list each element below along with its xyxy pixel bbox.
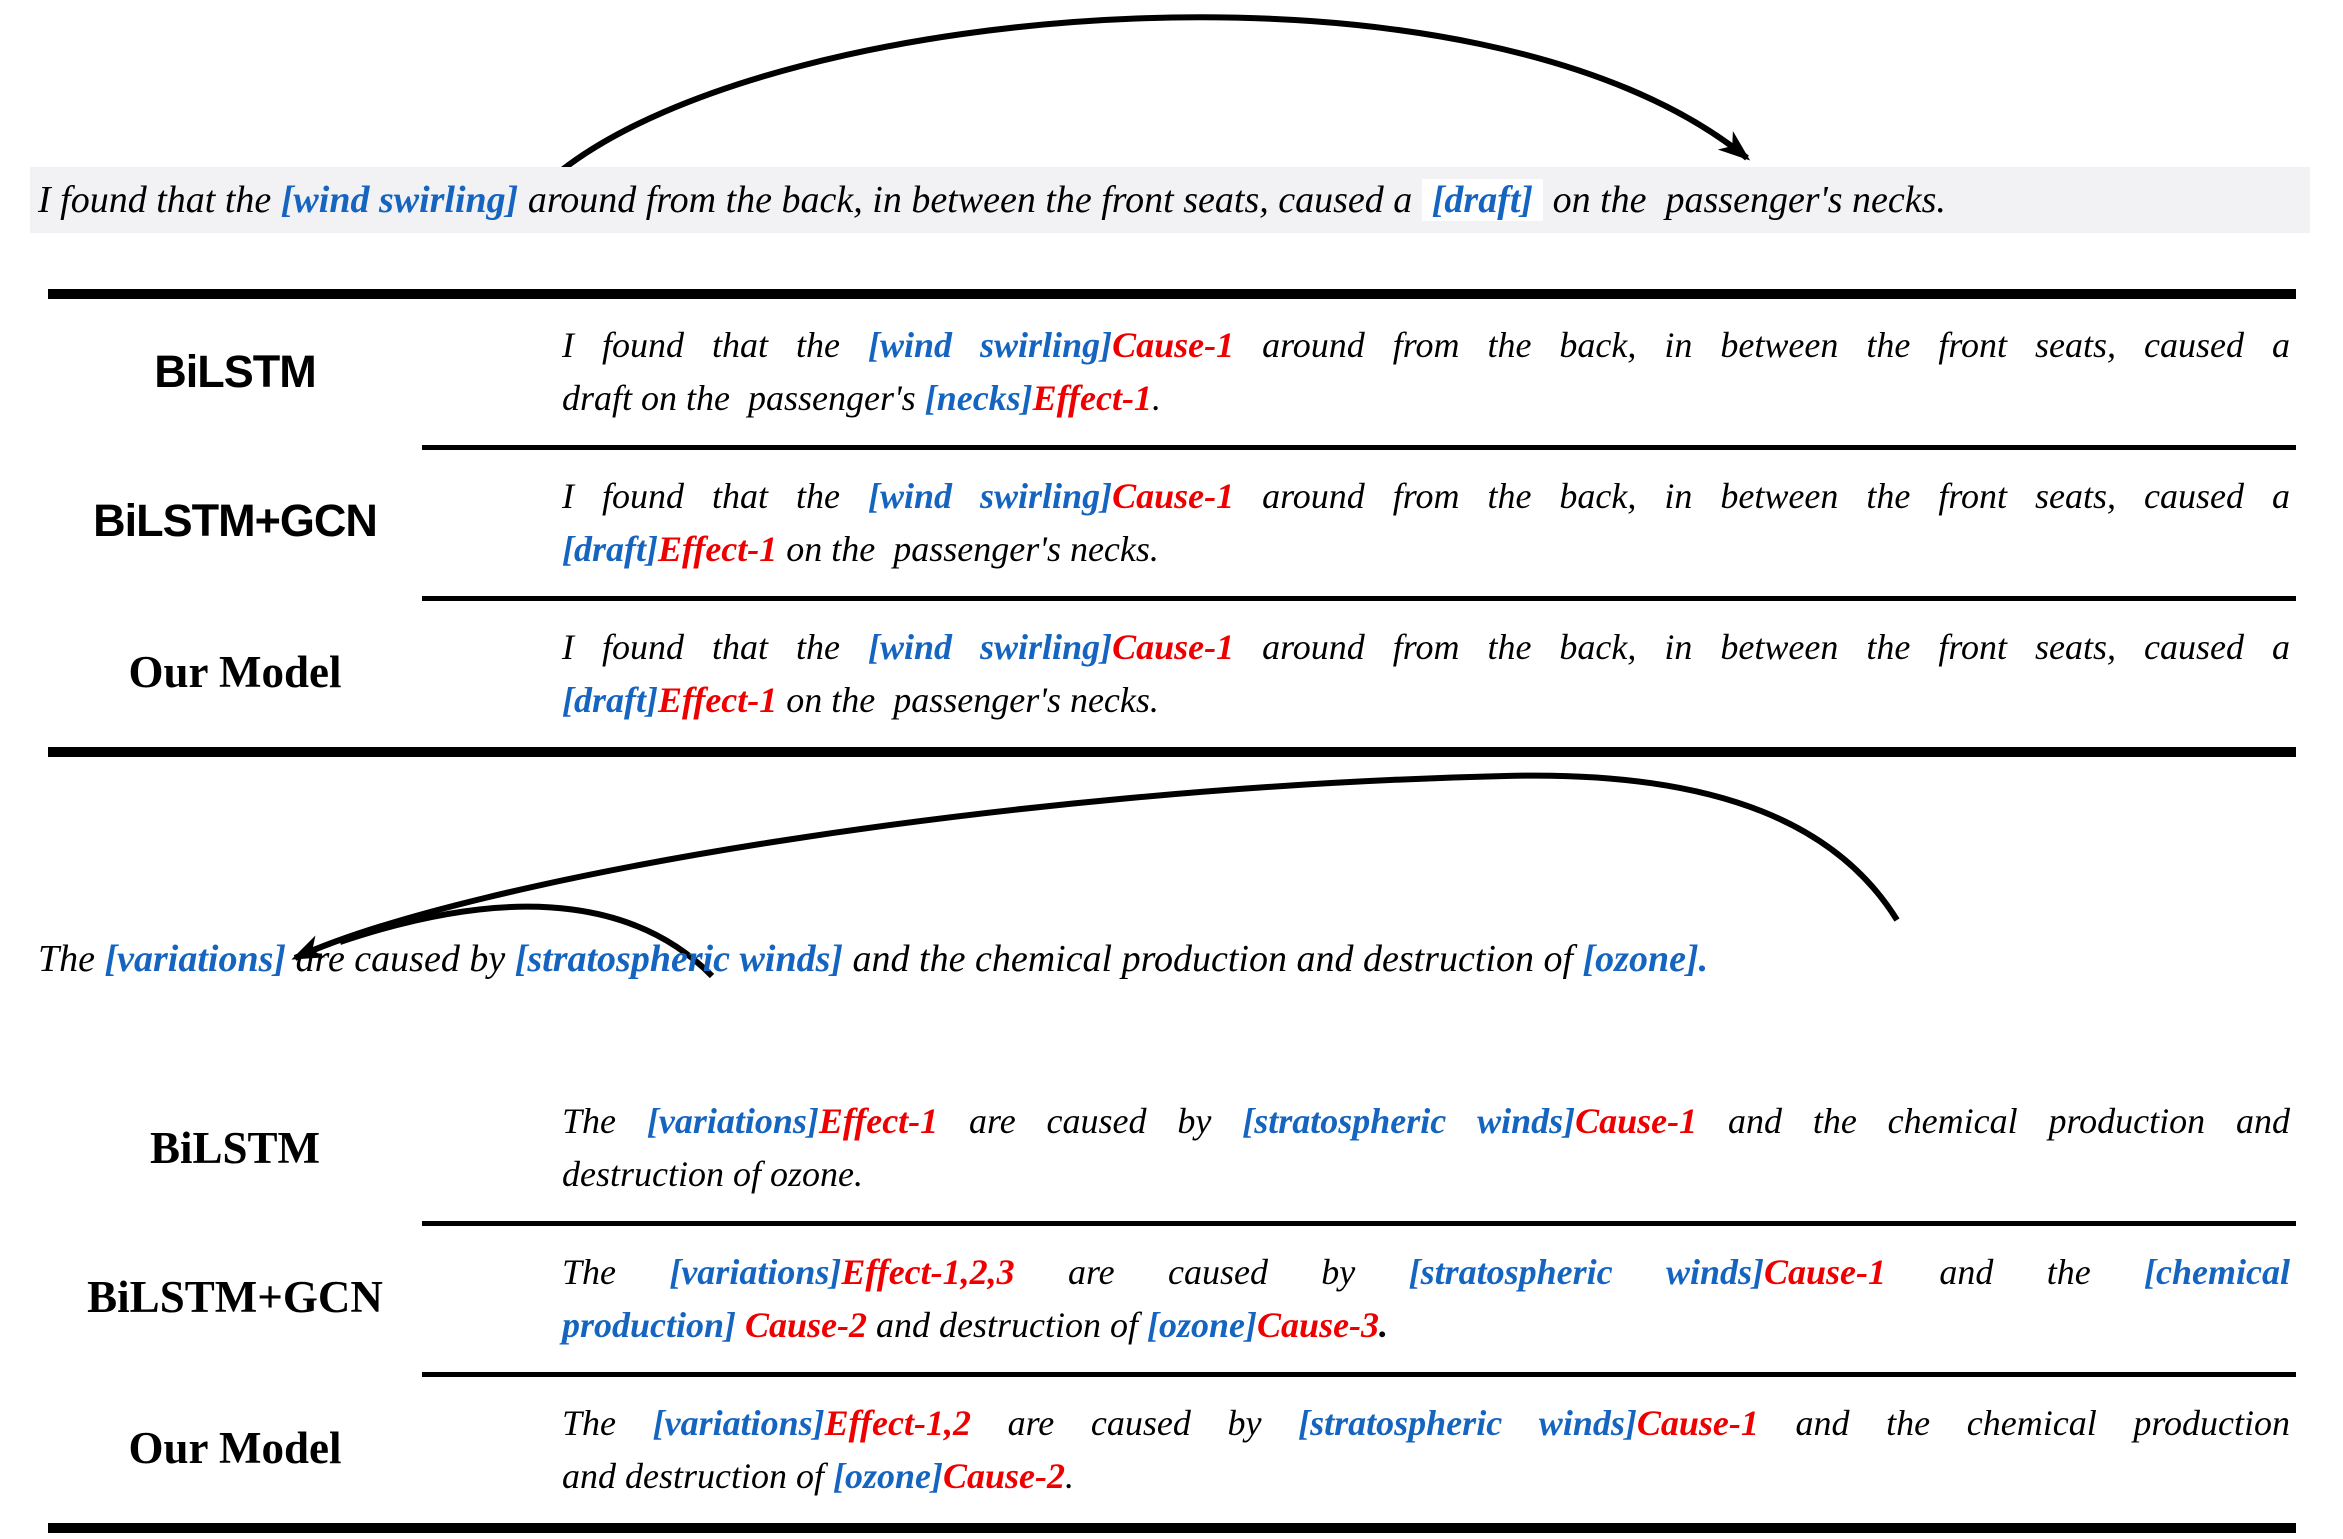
- text-segment: are caused by: [1014, 1252, 1409, 1292]
- model-label-our-model: Our Model: [128, 1422, 342, 1473]
- text-segment: [variations]: [669, 1252, 842, 1292]
- text-segment: .: [1065, 1456, 1074, 1496]
- text-segment: are caused by: [938, 1101, 1243, 1141]
- text-segment: I found that the: [562, 325, 868, 365]
- table-row-bilstm: [48, 299, 2296, 445]
- text-segment: The: [562, 1252, 670, 1292]
- output-line: [562, 319, 2290, 372]
- text-segment: I found that the: [562, 627, 868, 667]
- text-segment: around from the back, in between the front seats, caused a: [518, 179, 1422, 221]
- text-segment: Effect-1,2,3: [841, 1252, 1015, 1292]
- text-segment: Cause-1: [1112, 325, 1235, 365]
- output-line: [562, 1299, 2290, 1352]
- text-segment: and the chemical production and: [1697, 1101, 2290, 1141]
- text-segment: .: [1379, 1305, 1389, 1345]
- text-segment: [wind swirling]: [868, 476, 1113, 516]
- text-segment: [stratospheric winds]: [1408, 1252, 1765, 1292]
- model-label-our-model: Our Model: [128, 646, 342, 697]
- table-row-bilstm-gcn: [48, 445, 2296, 596]
- text-segment: [variations]: [104, 938, 287, 980]
- text-segment: Effect-1,2: [824, 1403, 971, 1443]
- text-segment: and the chemical production: [1758, 1403, 2291, 1443]
- table-row-our-model: [48, 1372, 2296, 1523]
- output-line: [562, 1246, 2290, 1299]
- text-segment: on the passenger's necks.: [777, 529, 1159, 569]
- example1-comparison-table: [48, 289, 2296, 757]
- text-segment: and destruction of: [867, 1305, 1148, 1345]
- output-line: [562, 1397, 2290, 1450]
- text-segment: Effect-1: [1032, 378, 1152, 418]
- text-segment: and the: [1886, 1252, 2145, 1292]
- text-segment: [ozone].: [1582, 938, 1709, 980]
- model-output-text: [422, 1221, 2296, 1372]
- text-segment: production]: [562, 1305, 737, 1345]
- text-segment: [chemical: [2144, 1252, 2290, 1292]
- model-output-text: [422, 596, 2296, 747]
- table-row-bilstm: [48, 1075, 2296, 1221]
- text-segment: and the chemical production and destruction of: [843, 938, 1583, 980]
- text-segment: are caused by: [970, 1403, 1299, 1443]
- model-output-text: [422, 1372, 2296, 1523]
- text-segment: I found that the: [562, 476, 868, 516]
- example2-comparison-table: [48, 1075, 2296, 1533]
- text-segment: [stratospheric winds]: [1242, 1101, 1576, 1141]
- text-segment: around from the back, in between the front seats, caused a: [1234, 627, 2290, 667]
- model-output-text: [422, 445, 2296, 596]
- text-segment: Cause-2: [745, 1305, 868, 1345]
- text-segment: [ozone]: [832, 1456, 943, 1496]
- text-segment: draft on the passenger's: [562, 378, 925, 418]
- text-segment: [wind swirling]: [280, 179, 519, 221]
- output-line: [562, 1450, 2290, 1503]
- text-segment: [variations]: [652, 1403, 825, 1443]
- output-line: [562, 1095, 2290, 1148]
- text-segment: [wind swirling]: [868, 627, 1113, 667]
- model-label-bilstm-gcn: BiLSTM+GCN: [93, 494, 377, 546]
- text-segment: are caused by: [286, 938, 515, 980]
- table-row-bilstm-gcn: [48, 1221, 2296, 1372]
- example2-sentence: [38, 926, 2313, 992]
- example1-sentence: [30, 167, 2310, 233]
- output-line: [562, 1148, 2290, 1201]
- text-segment: .: [1151, 378, 1161, 418]
- text-segment: Effect-1: [818, 1101, 939, 1141]
- output-line: [562, 621, 2290, 674]
- model-output-text: [422, 1075, 2296, 1221]
- text-segment: [ozone]: [1147, 1305, 1258, 1345]
- text-segment: Cause-3: [1257, 1305, 1380, 1345]
- text-segment: Cause-2: [942, 1456, 1065, 1496]
- text-segment: on the passenger's necks.: [1543, 179, 1946, 221]
- text-segment: Cause-1: [1764, 1252, 1887, 1292]
- text-segment: [stratospheric winds]: [1298, 1403, 1637, 1443]
- text-segment: The: [562, 1101, 647, 1141]
- text-segment: Effect-1: [657, 680, 778, 720]
- text-segment: around from the back, in between the front seats, caused a: [1234, 476, 2290, 516]
- text-segment: Cause-1: [1575, 1101, 1698, 1141]
- text-segment: [wind swirling]: [868, 325, 1113, 365]
- output-line: [562, 523, 2290, 576]
- text-segment: on the passenger's necks.: [777, 680, 1159, 720]
- output-line: [562, 372, 2290, 425]
- text-segment: The: [562, 1403, 653, 1443]
- text-segment: I found that the: [38, 179, 281, 221]
- model-output-text: [422, 299, 2296, 445]
- text-segment: Cause-1: [1636, 1403, 1759, 1443]
- output-line: [562, 674, 2290, 727]
- text-segment: [736, 1305, 745, 1345]
- model-label-bilstm-gcn: BiLSTM+GCN: [87, 1271, 383, 1322]
- text-segment: [necks]: [924, 378, 1033, 418]
- text-segment: Cause-1: [1112, 476, 1235, 516]
- text-segment: [stratospheric winds]: [514, 938, 844, 980]
- text-segment: destruction of ozone.: [562, 1154, 863, 1194]
- table-row-our-model: [48, 596, 2296, 747]
- model-label-bilstm: BiLSTM: [149, 1123, 321, 1173]
- text-segment: around from the back, in between the front seats, caused a: [1234, 325, 2290, 365]
- text-segment: Cause-1: [1112, 627, 1235, 667]
- output-line: [562, 470, 2290, 523]
- arrow-wind-swirling-to-draft: [562, 17, 1747, 170]
- text-segment: [draft]: [1422, 179, 1543, 221]
- text-segment: [draft]: [562, 529, 658, 569]
- text-segment: [draft]: [562, 680, 658, 720]
- model-label-bilstm: BiLSTM: [154, 346, 316, 397]
- text-segment: and destruction of: [562, 1456, 833, 1496]
- text-segment: The: [38, 938, 105, 980]
- text-segment: [variations]: [646, 1101, 819, 1141]
- text-segment: Effect-1: [657, 529, 778, 569]
